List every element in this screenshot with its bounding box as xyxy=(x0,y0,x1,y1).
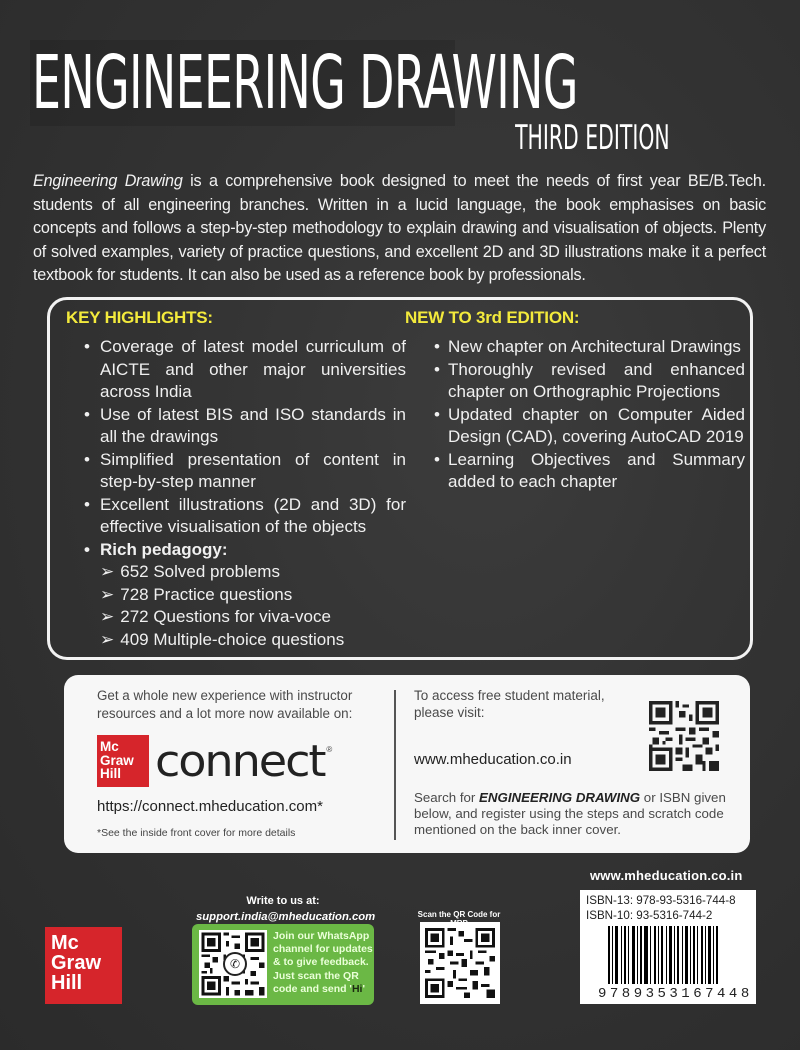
arrow-bullet-icon: ➢ xyxy=(100,630,115,650)
bullet-icon: • xyxy=(434,449,440,469)
pedagogy-label: • Rich pedagogy: xyxy=(66,539,406,562)
student-qr-code-icon[interactable] xyxy=(649,701,719,771)
arrow-bullet-icon: ➢ xyxy=(100,562,115,581)
key-highlights-heading: KEY HIGHLIGHTS: xyxy=(66,308,213,327)
pedagogy-list xyxy=(66,561,406,652)
intro-book-name: Engineering Drawing xyxy=(33,172,183,190)
student-material-section xyxy=(414,687,734,838)
pedagogy-item: ➢ 272 Questions for viva-voce xyxy=(100,607,331,627)
isbn-barcode-box xyxy=(580,890,756,1004)
mrp-label: Scan the QR Code for xyxy=(417,910,501,919)
bullet-icon: • xyxy=(434,359,440,379)
pedagogy-item: ➢ 728 Practice questions xyxy=(100,584,293,604)
isbn-10: ISBN-10: 93-5316-744-2 xyxy=(586,909,713,922)
arrow-bullet-icon: ➢ xyxy=(100,584,115,604)
highlight-item: • Simplified presentation of content in step-by-step manner xyxy=(84,449,406,491)
support-email-link[interactable]: support.india@mheducation.com xyxy=(196,911,376,923)
whatsapp-icon: ✆ xyxy=(223,952,247,976)
pedagogy-item: ➢ 652 Solved problems xyxy=(100,562,280,581)
barcode-icon xyxy=(608,926,750,984)
connect-logo-row xyxy=(97,735,387,787)
barcode-number: 9789353167448 xyxy=(586,986,755,1002)
write-label: Write to us at: xyxy=(246,895,320,907)
publisher-logo-icon: Mc Graw Hill xyxy=(45,927,122,1004)
new-edition-item: • Updated chapter on Computer Aided Design (CAD), covering AutoCAD 2019 xyxy=(434,404,745,446)
intro-text: is a comprehensive book designed to meet the needs of first year BE/B.Tech. students of all engineering branches. Written in a lucid language, the book emphasises on basic concepts and follows a step-by-step methodology to explain drawing and visualisation of objects. Plenty of solved examples, variety of practice questions, and excellent 2D and 3D illustrations make it a perfect textbook for students. It can also be used as a reference book by professionals. xyxy=(33,172,766,284)
mcgraw-hill-logo-icon: Mc Graw Hill xyxy=(97,735,149,787)
bullet-icon: • xyxy=(84,539,90,559)
connect-intro: Get a whole new experience with instructor resources and a lot more now available on: xyxy=(97,688,353,721)
connect-url-link[interactable]: https://connect.mheducation.com* xyxy=(97,798,323,815)
highlight-item: • Use of latest BIS and ISO standards in all the drawings xyxy=(84,404,406,446)
bullet-icon: • xyxy=(84,449,90,469)
student-url-link[interactable]: www.mheducation.co.in xyxy=(414,751,572,768)
search-instructions: Search for ENGINEERING DRAWING or ISBN given below, and register using the steps and scratch code mentioned on the back inner cover. xyxy=(414,790,726,837)
highlights-panel xyxy=(47,297,753,660)
isbn-13: ISBN-13: 978-93-5316-744-8 xyxy=(586,894,736,907)
intro-paragraph xyxy=(33,170,766,288)
registered-mark: ® xyxy=(326,745,333,754)
edition-label: THIRD EDITION xyxy=(515,118,670,158)
bullet-icon: • xyxy=(84,494,90,514)
bullet-icon: • xyxy=(434,404,440,424)
highlight-item: • Coverage of latest model curriculum of AICTE and other major universities across India xyxy=(84,337,406,401)
bullet-icon: • xyxy=(84,337,90,356)
new-edition-item: • Learning Objectives and Summary added to each chapter xyxy=(434,449,745,491)
arrow-bullet-icon: ➢ xyxy=(100,607,115,627)
new-edition-item: • Thoroughly revised and enhanced chapter on Orthographic Projections xyxy=(434,359,745,401)
publisher-website[interactable]: www.mheducation.co.in xyxy=(590,868,743,883)
contact-section xyxy=(196,895,376,923)
bullet-icon: • xyxy=(434,337,440,356)
hi-keyword: Hi xyxy=(351,982,363,995)
new-edition-heading: NEW TO 3rd EDITION: xyxy=(405,308,580,327)
connect-footnote: *See the inside front cover for more details xyxy=(97,827,296,839)
connect-brand: connect xyxy=(154,735,325,787)
resources-box xyxy=(64,675,750,853)
connect-section xyxy=(97,687,387,839)
highlight-item: • Excellent illustrations (2D and 3D) for effective visualisation of the objects xyxy=(84,494,406,536)
whatsapp-qr-code-icon[interactable] xyxy=(199,930,267,998)
book-title: ENGINEERING DRAWING xyxy=(32,40,578,126)
whatsapp-box xyxy=(192,924,374,1005)
new-edition-item: • New chapter on Architectural Drawings xyxy=(405,336,745,359)
student-access-text: To access free student material, please visit: xyxy=(414,688,605,720)
bullet-icon: • xyxy=(84,404,90,424)
new-edition xyxy=(405,308,745,494)
section-divider xyxy=(394,690,396,840)
pedagogy-item: ➢ 409 Multiple-choice questions xyxy=(100,630,345,650)
mrp-qr-code-icon[interactable] xyxy=(420,922,500,1004)
whatsapp-text: Join our WhatsApp channel for updates & to give feedback. Just scan the QR code and send 'Hi' xyxy=(273,930,373,995)
key-highlights xyxy=(66,308,406,652)
